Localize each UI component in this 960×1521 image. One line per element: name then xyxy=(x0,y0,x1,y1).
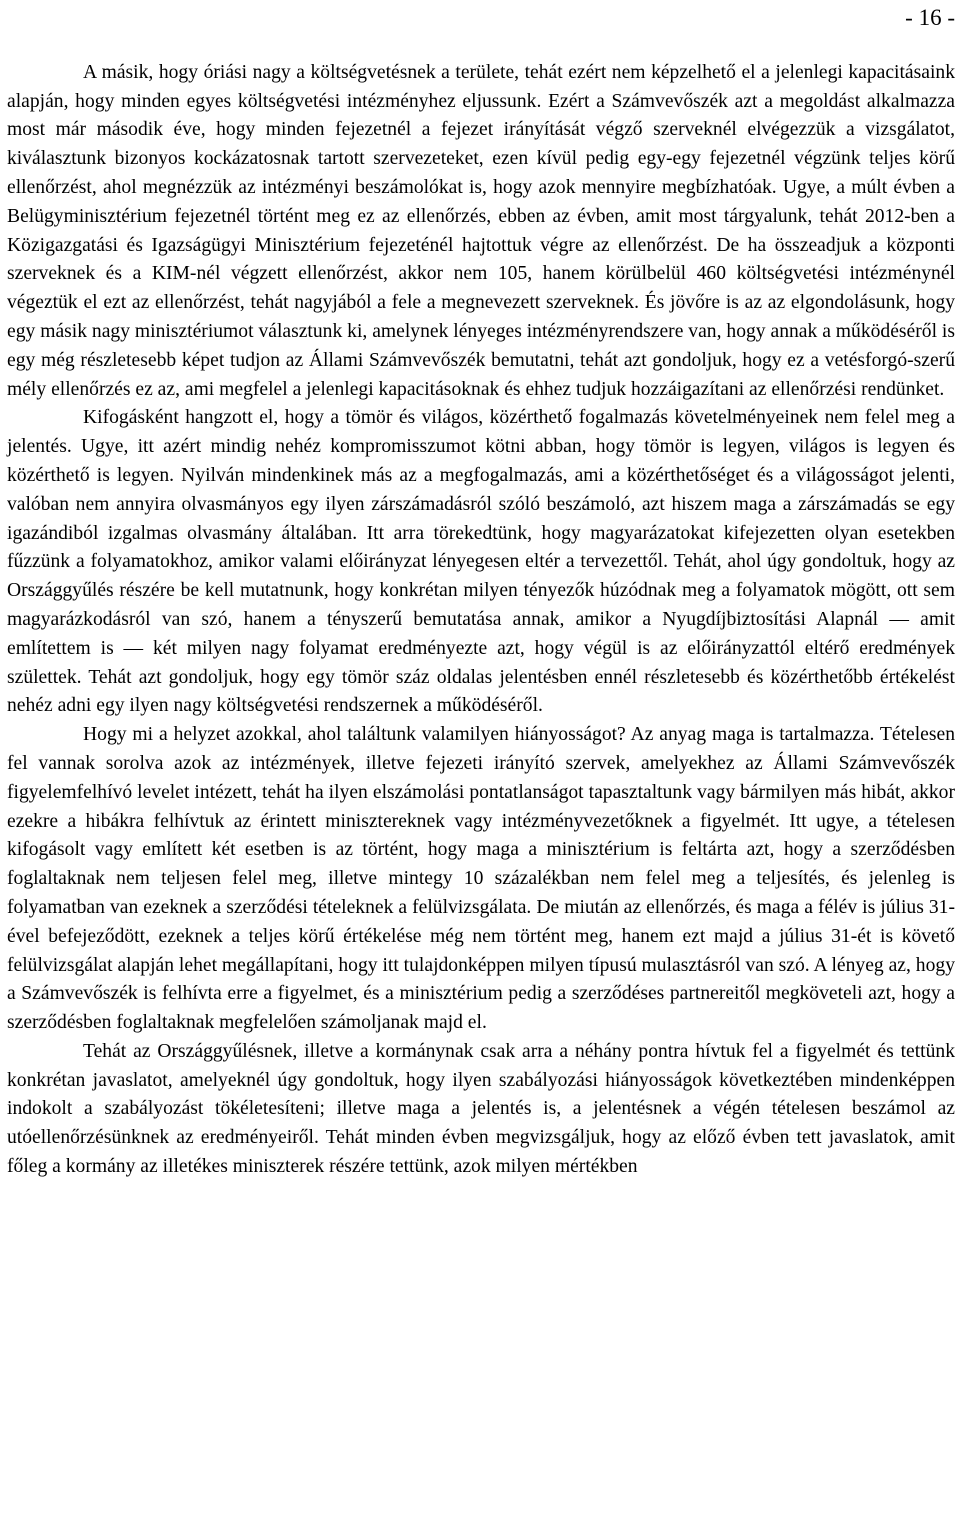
body-paragraph-4: Tehát az Országgyűlésnek, illetve a kormánynak csak arra a néhány pontra hívtuk fel a figyelmét és tettünk konkrétan javaslatot, amelyeknél úgy gondoltuk, hogy ilyen szabályozási hiányosságok következtében mindenképpen indokolt a szabályozást tökéletesíteni; illetve maga a jelentés is, a jelentésnek a végén tételesen beszámol az utóellenőrzésünknek az eredményeiről. Tehát minden évben megvizsgáljuk, hogy az előző évben tett javaslatok, amit főleg a kormány az illetékes miniszterek részére tettünk, azok milyen mértékben xyxy=(7,1040,955,1178)
body-paragraph-2: Kifogásként hangzott el, hogy a tömör és világos, közérthető fogalmazás követelményeinek nem felel meg a jelentés. Ugye, itt azért mindig nehéz kompromisszumot kötni abban, hogy tömör is legyen, világos is legyen és közérthető is legyen. Nyilván mindenkinek más az a megfogalmazás, ami a közérthetőséget és a világosságot jelenti, valóban nem annyira olvasmányos egy ilyen zárszámadásról szóló beszámoló, azt hiszem maga a zárszámadás se egy igazándiból izgalmas olvasmány általában. Itt arra törekedtünk, hogy magyarázatokat kifejezetten olyan esetekben fűzzünk a folyamatokhoz, amikor valami előirányzat lényegesen eltér a tervezettől. Tehát, ahol úgy gondoltuk, hogy az Országgyűlés részére be kell mutatnunk, hogy konkrétan milyen tényezők húzódnak meg a folyamatok mögött, ott sem magyarázkodásról van szó, hanem a tényszerű bemutatása annak, amikor a Nyugdíjbiztosítási Alapnál — amit említettem is — két milyen nagy folyamat eredményezte azt, hogy végül is az előirányzattól eltérő eredmények születtek. Tehát azt gondoljuk, hogy egy tömör száz oldalas jelentésben ennél részletesebb és közérthetőbb értékelést nehéz adni egy ilyen nagy költségvetési rendszernek a működéséről. xyxy=(7,407,955,717)
document-page xyxy=(7,0,955,1182)
body-paragraph-1: A másik, hogy óriási nagy a költségvetésnek a területe, tehát ezért nem képzelhető el a jelenlegi kapacitásaink alapján, hogy minden egyes költségvetési intézményhez eljussunk. Ezért a Számvevőszék azt a megoldást alkalmazza most már második éve, hogy minden fejezetnél a fejezet irányítását végző szerveknél elvégezzük a vizsgálatot, kiválasztunk bizonyos kockázatosnak tartott szervezeteket, ezen kívül pedig egy-egy fejezetnél végzünk teljes körű ellenőrzést, ahol megnézzük az intézményi beszámolókat is, hogy azok mennyire megbízhatóak. Ugye, a múlt évben a Belügyminisztérium fejezetnél történt meg ez az ellenőrzés, ebben az évben, amit most tárgyalunk, tehát 2012-ben a Közigazgatási és Igazságügyi Minisztérium fejezeténél hajtottuk végre az ellenőrzést. De ha összeadjuk a központi szerveknek és a KIM-nél végzett ellenőrzést, akkor nem 105, hanem körülbelül 460 költségvetési intézménynél végeztük el ezt az ellenőrzést, tehát nagyjából a fele a megnevezett szerveknek. És jövőre is az az elgondolásunk, hogy egy másik nagy minisztériumot választunk ki, amelynek lényeges intézményrendszere van, hogy annak a működéséről is egy még részletesebb képet tudjon az Állami Számvevőszék bemutatni, tehát azt gondoljuk, hogy ez a vetésforgó-szerű mély ellenőrzés ez az, ami megfelel a jelenlegi kapacitásoknak és ehhez tudjuk hozzáigazítani az ellenőrzési rendünket. xyxy=(7,61,955,400)
body-paragraph-3: Hogy mi a helyzet azokkal, ahol találtunk valamilyen hiányosságot? Az anyag maga is tartalmazza. Tételesen fel vannak sorolva azok az intézmények, illetve fejezeti irányító szervek, amelyekhez az Állami Számvevőszék figyelemfelhívó levelet intézett, tehát ha ilyen elszámolási pontatlanságot tapasztaltunk vagy bármilyen más hibát, akkor ezekre a hibákra felhívtuk az érintett minisztereknek vagy intézményvezetőknek a figyelmét. Itt ugye, a tételesen kifogásolt vagy említett két esetben is az történt, hogy maga a minisztérium is feltárta azt, hogy a szerződésben foglaltaknak nem teljesen felel meg, illetve mintegy 10 százalékban nem felel meg a teljesítés, és jelenleg is folyamatban van ezeknek a szerződési tételeknek a felülvizsgálata. De miután az ellenőrzés, és maga a félév is július 31-ével befejeződött, ezeknek a teljes körű értékelése még nem történt meg, hanem ezt majd a július 31-ét is követő felülvizsgálat alapján lehet megállapítani, hogy itt tulajdonképpen milyen típusú mulasztásról van szó. A lényeg az, hogy a Számvevőszék is felhívta erre a figyelmet, és a minisztérium pedig a szerződéses partnereitől megköveteli azt, hogy a szerződésben foglaltaknak megfelelően számoljanak majd el. xyxy=(7,724,955,1034)
page-number: - 16 - xyxy=(905,5,955,30)
